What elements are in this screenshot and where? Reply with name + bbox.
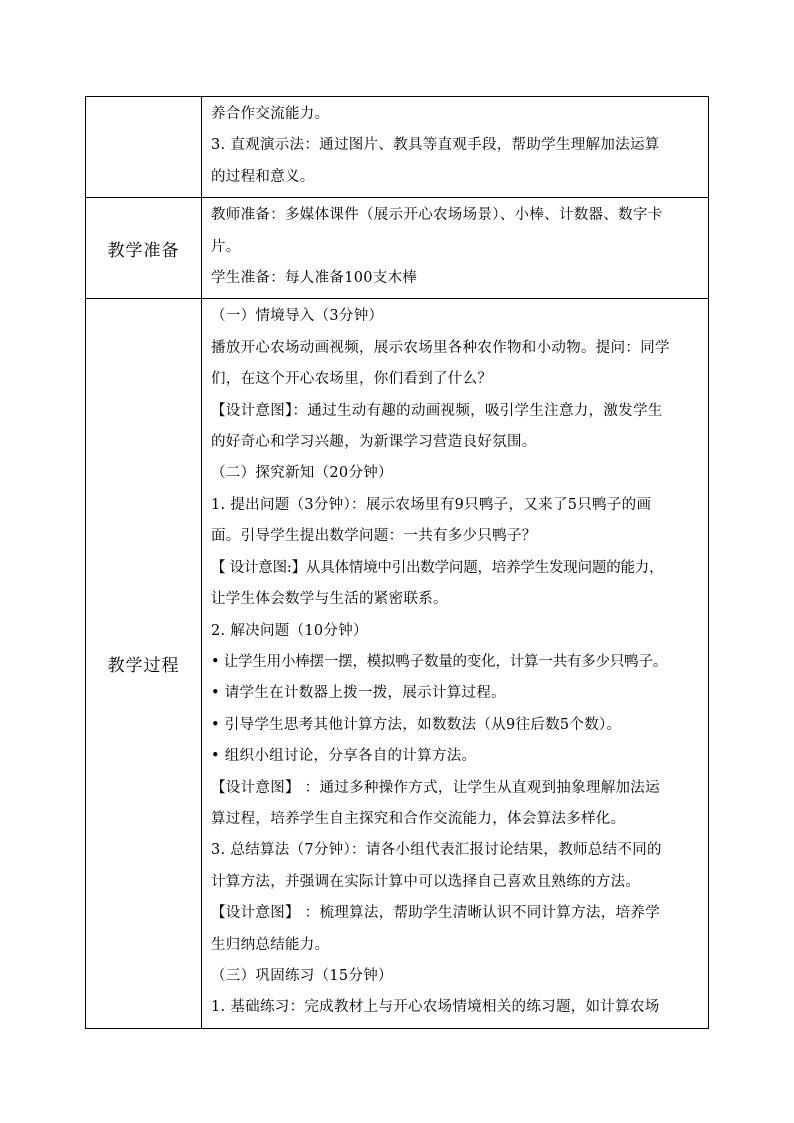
text-line: • 组织小组讨论，分享各自的计算方法。 — [211, 748, 477, 765]
text-line: 2. 解决问题（10分钟） — [211, 622, 368, 639]
text-line: 【设计意图】 ：梳理算法，帮助学生清晰认识不同计算方法，培养学 — [211, 905, 660, 922]
table-row — [86, 198, 709, 299]
text-line: 1. 基础练习：完成教材上与开心农场情境相关的练习题，如计算农场 — [211, 999, 660, 1016]
text-line: • 引导学生思考其他计算方法，如数数法（从9往后数5个数）。 — [211, 716, 622, 733]
text-line: 面。引导学生提出数学问题：一共有多少只鸭子？ — [211, 528, 537, 545]
row-label — [86, 97, 202, 198]
row-label: 教学过程 — [86, 299, 202, 1028]
text-line: • 让学生用小棒摆一摆，模拟鸭子数量的变化，计算一共有多少只鸭子。 — [211, 653, 668, 670]
text-line: （一）情境导入（3分钟） — [211, 308, 384, 325]
text-line: 3. 总结算法（7分钟）：请各小组代表汇报讨论结果，教师总结不同的 — [211, 842, 662, 859]
text-line: 教师准备：多媒体课件（展示开心农场场景）、小棒、计数器、数字卡 — [211, 207, 663, 224]
row-label: 教学准备 — [86, 198, 202, 299]
lesson-plan-table — [85, 96, 709, 1029]
text-line: 【设计意图】：通过生动有趣的动画视频，吸引学生注意力，激发学生 — [211, 402, 663, 419]
text-line: 的好奇心和学习兴趣，为新课学习营造良好氛围。 — [211, 434, 537, 451]
text-line: 生归纳总结能力。 — [211, 936, 330, 953]
text-line: 【设计意图】 ：通过多种操作方式，让学生从直观到抽象理解加法运 — [211, 779, 660, 796]
table-row — [86, 97, 709, 198]
text-line: 计算方法，并强调在实际计算中可以选择自己喜欢且熟练的方法。 — [211, 873, 641, 890]
text-line: 让学生体会数学与生活的紧密联系。 — [211, 591, 448, 608]
text-line: 1. 提出问题（3分钟）：展示农场里有9只鸭子，又来了5只鸭子的画 — [211, 496, 652, 513]
text-line: • 请学生在计数器上拨一拨，展示计算过程。 — [211, 685, 506, 702]
text-line: 片。 — [211, 238, 241, 255]
text-line: 们，在这个开心农场里，你们看到了什么？ — [211, 371, 493, 388]
text-line: 养合作交流能力。 — [211, 106, 330, 122]
row-content — [202, 299, 709, 1028]
text-line: 的过程和意义。 — [211, 168, 315, 185]
text-line: （三）巩固练习（15分钟） — [211, 967, 393, 984]
text-line: （二）探究新知（20分钟） — [211, 465, 393, 482]
row-content — [202, 198, 709, 299]
text-line: 播放开心农场动画视频，展示农场里各种农作物和小动物。提问：同学 — [211, 339, 670, 356]
row-content — [202, 97, 709, 198]
text-line: 3. 直观演示法：通过图片、教具等直观手段，帮助学生理解加法运算 — [211, 137, 660, 154]
table-row — [86, 299, 709, 1028]
text-line: 【 设计意图:】从具体情境中引出数学问题，培养学生发现问题的能力， — [211, 559, 664, 576]
text-line: 学生准备：每人准备100支木棒 — [211, 270, 418, 287]
text-line: 算过程，培养学生自主探究和合作交流能力，体会算法多样化。 — [211, 810, 626, 827]
